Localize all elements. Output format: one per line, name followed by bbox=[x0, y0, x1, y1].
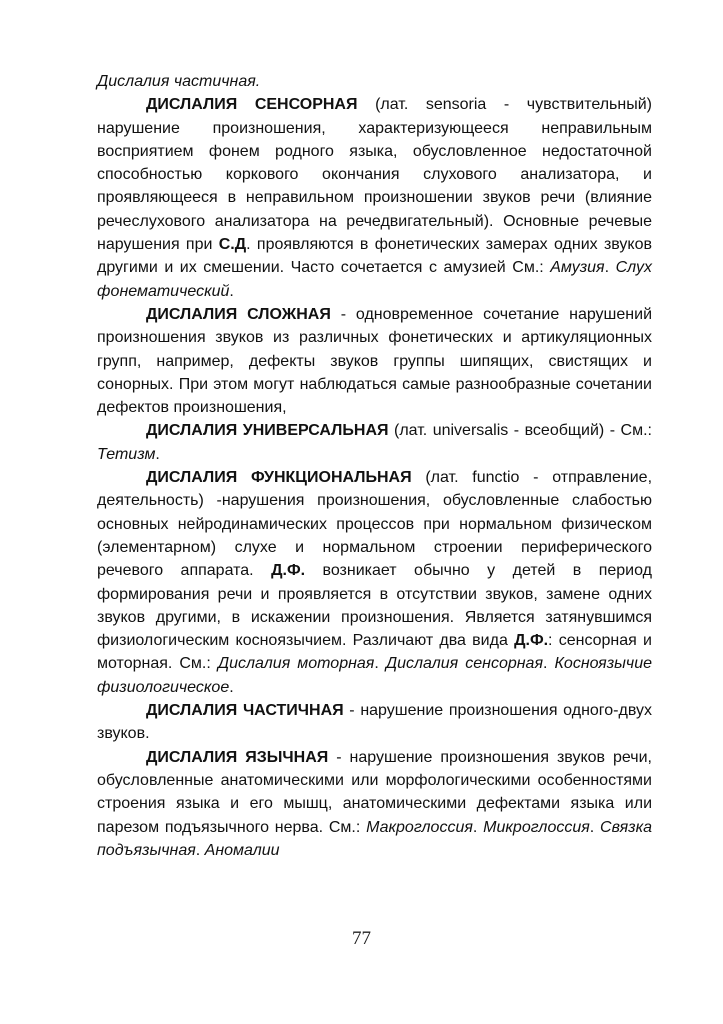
entry-dyslalia-sensory bbox=[97, 93, 652, 303]
separator: . bbox=[543, 655, 555, 673]
cross-reference: Амузия bbox=[550, 259, 605, 277]
entry-term: ДИСЛАЛИЯ СЕНСОРНАЯ bbox=[146, 96, 358, 114]
abbreviation: Д.Ф. bbox=[514, 632, 549, 650]
entry-text: . проявляются в фонетических замерах одних звуков другими и их смешении. Часто сочетается с амузией См.: bbox=[97, 236, 653, 277]
entry-text: возникает обычно у детей в период формирования речи и проявляется в отсутствии звуков, замене одних звуков другими, в искажении произношения. Является затянувшимся физиологическим косноязычием. Различают два вида bbox=[97, 562, 652, 650]
abbreviation: Д.Ф. bbox=[271, 562, 306, 580]
cross-reference: Дислалия частичная. bbox=[97, 73, 261, 90]
cross-reference: Дислалия моторная bbox=[217, 655, 375, 673]
separator: . bbox=[195, 841, 205, 859]
entry-text: (лат. sensoria - чувствительный) нарушение произношения, характеризующееся неправильным восприятием фонем родного языка, обусловленное недостаточной способностью коркового окончания слухового анализатора, и проявляющееся в неправильном произношении звуков речи (влияние речеслухового анализатора на речедвигательный). Основные речевые нарушения при bbox=[97, 96, 652, 254]
separator: . bbox=[604, 259, 616, 277]
separator: . bbox=[374, 655, 386, 673]
cross-reference: Тетизм bbox=[97, 445, 156, 463]
continued-fragment bbox=[97, 70, 652, 93]
cross-reference: Слух фонематический bbox=[97, 259, 652, 300]
separator: . bbox=[229, 282, 234, 300]
entry-dyslalia-partial bbox=[97, 699, 652, 746]
entry-text: - нарушение произношения звуков речи, обусловленные анатомическими или морфологическими особенностями строения языка и его мышц, анатомическими дефектами языка или парезом подъязычного нерва. См.: bbox=[97, 748, 652, 836]
cross-reference: Косноязычие физиологическое bbox=[97, 655, 652, 696]
entry-dyslalia-universal bbox=[97, 419, 652, 466]
separator: . bbox=[589, 818, 601, 836]
separator: . bbox=[472, 818, 484, 836]
cross-reference: Аномалии bbox=[204, 841, 280, 859]
entry-term: ДИСЛАЛИЯ ЧАСТИЧНАЯ bbox=[146, 702, 344, 720]
entry-term: ДИСЛАЛИЯ ЯЗЫЧНАЯ bbox=[146, 748, 329, 766]
page-number: 77 bbox=[352, 928, 371, 949]
cross-reference: Микроглоссия bbox=[483, 818, 590, 836]
abbreviation: С.Д bbox=[218, 236, 247, 254]
entry-dyslalia-functional bbox=[97, 466, 652, 699]
cross-reference: Макроглоссия bbox=[366, 818, 473, 836]
separator: . bbox=[155, 445, 160, 463]
entry-text: - нарушение произношения одного-двух звуков. bbox=[97, 702, 652, 743]
entry-dyslalia-complex bbox=[97, 303, 652, 419]
entry-term: ДИСЛАЛИЯ ФУНКЦИОНАЛЬНАЯ bbox=[146, 469, 412, 487]
entry-text: (лат. universalis - всеобщий) - См.: bbox=[388, 422, 652, 440]
entry-dyslalia-lingual bbox=[97, 746, 652, 862]
entry-term: ДИСЛАЛИЯ СЛОЖНАЯ bbox=[146, 305, 331, 323]
dictionary-text bbox=[97, 70, 652, 862]
entry-text: : сенсорная и моторная. См.: bbox=[97, 632, 652, 673]
cross-reference: Связка подъязычная bbox=[97, 818, 653, 859]
cross-reference: Дислалия сенсорная bbox=[385, 655, 543, 673]
separator: . bbox=[229, 678, 234, 696]
entry-text: (лат. functio - отправление, деятельность) -нарушения произношения, обусловленные слабостью основных нейродинамических процессов при нормальном физическом (элементарном) слухе и нормальном строении периферического речевого аппарата. bbox=[97, 469, 653, 580]
entry-text: - одновременное сочетание нарушений произношения звуков из различных фонетических и артикуляционных групп, например, дефекты звуков группы шипящих, свистящих и сонорных. При этом могут наблюдаться самые разнообразные сочетании дефектов произношения, bbox=[97, 305, 653, 417]
entry-term: ДИСЛАЛИЯ УНИВЕРСАЛЬНАЯ bbox=[146, 422, 389, 440]
